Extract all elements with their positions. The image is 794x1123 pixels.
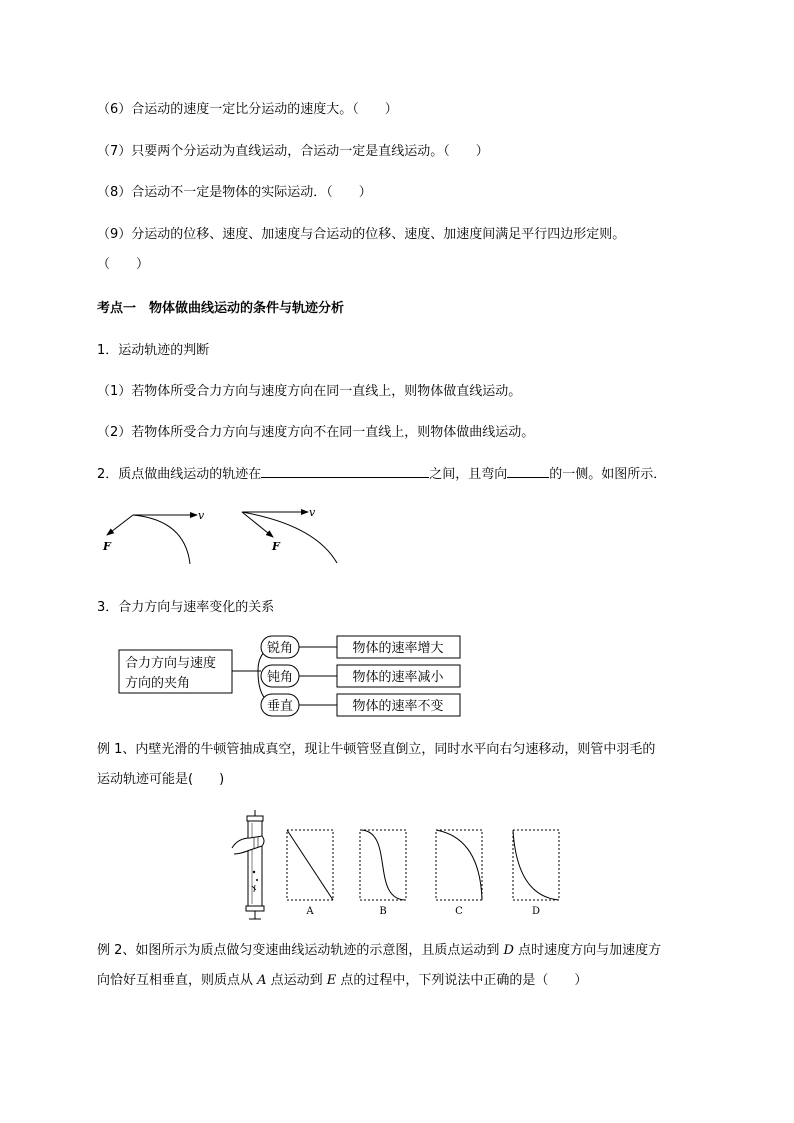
- example-2-line-1: [97, 942, 661, 960]
- tube-body: [248, 821, 262, 906]
- point-A-label: A: [257, 973, 267, 988]
- concept-map: [118, 633, 464, 718]
- option-A-label: A: [306, 906, 314, 917]
- example-2-text-d: 点运动到: [266, 973, 327, 988]
- velocity-label-1: v: [198, 509, 205, 522]
- trajectory-B: [360, 830, 406, 900]
- example-2-text-c: 向恰好互相垂直，则质点从: [97, 973, 258, 988]
- question-8: （8）合运动不一定是物体的实际运动．（ ）: [97, 185, 372, 200]
- angle-label-obtuse: 钝角: [266, 670, 294, 685]
- section-title: 考点一 物体做曲线运动的条件与轨迹分析: [97, 301, 345, 316]
- newton-tube-figure: [230, 808, 570, 923]
- root-text-2: 方向的夹角: [125, 676, 191, 691]
- trajectory-C: [436, 830, 482, 900]
- point-1-b: （2）若物体所受合力方向与速度方向不在同一直线上，则物体做曲线运动。: [97, 425, 535, 440]
- fill-blank-1: [261, 463, 429, 478]
- curve-diagram-1: [102, 509, 205, 564]
- point-1: 1．运动轨迹的判断: [97, 343, 210, 358]
- point-2-post: 的一侧。如图所示．: [549, 467, 667, 482]
- point-2-mid: 之间，且弯向: [429, 467, 508, 482]
- angle-label-perpendicular: 垂直: [266, 699, 294, 714]
- example-2-text-e: 点的过程中，下列说法中正确的是（ ）: [336, 973, 588, 988]
- point-1-a: （1）若物体所受合力方向与速度方向在同一直线上，则物体做直线运动。: [97, 384, 522, 399]
- example-2-text-a: 例 2、如图所示为质点做匀变速曲线运动轨迹的示意图，且质点运动到: [97, 943, 504, 958]
- example-1-line-1: 例 1、内壁光滑的牛顿管抽成真空，现让牛顿管竖直倒立，同时水平向右匀速移动，则管中羽毛的: [97, 742, 656, 757]
- option-B-panel: [360, 830, 406, 917]
- curve-force-figure: [90, 500, 350, 572]
- trajectory-curve-1: [133, 515, 190, 564]
- question-7: （7）只要两个分运动为直线运动，合运动一定是直线运动。（ ）: [97, 144, 489, 159]
- option-C-panel: [436, 830, 482, 917]
- point-2-pre: 2．质点做曲线运动的轨迹在: [97, 467, 262, 482]
- force-arrow-2: [242, 512, 273, 537]
- example-2-line-2: [97, 972, 587, 990]
- velocity-label-2: v: [309, 506, 316, 519]
- question-9-blank: （ ）: [97, 257, 150, 272]
- example-2-text-b: 点时速度方向与加速度方: [513, 943, 662, 958]
- point-E-label: E: [326, 973, 337, 988]
- point-3: 3．合力方向与速率变化的关系: [97, 600, 275, 615]
- feather: [253, 871, 255, 873]
- trajectory-curve-2: [242, 512, 337, 563]
- result-text-obtuse: 物体的速率减小: [352, 670, 444, 685]
- option-B-label: B: [379, 906, 387, 917]
- question-6: （6）合运动的速度一定比分运动的速度大。（ ）: [97, 102, 398, 117]
- point-2: [97, 463, 666, 484]
- root-text-1: 合力方向与速度: [125, 656, 217, 671]
- trajectory-D: [513, 830, 559, 900]
- force-arrow-1: [107, 515, 133, 535]
- option-D-panel: [513, 830, 559, 917]
- option-D-label: D: [531, 906, 541, 917]
- result-text-acute: 物体的速率增大: [352, 641, 444, 656]
- example-1-line-2: 运动轨迹可能是( ): [97, 772, 225, 787]
- question-9: （9）分运动的位移、速度、加速度与合运动的位移、速度、加速度间满足平行四边形定则。: [97, 227, 626, 242]
- curve-diagram-2: [242, 506, 337, 563]
- option-C-label: C: [455, 906, 463, 917]
- point-D-label: D: [503, 943, 514, 958]
- force-label-2: F: [272, 540, 280, 553]
- newton-tube-illustration: [232, 810, 264, 919]
- option-A-panel: [287, 830, 333, 917]
- trajectory-A: [287, 830, 333, 900]
- fill-blank-2: [507, 463, 549, 478]
- force-label-1: F: [103, 540, 111, 553]
- angle-label-acute: 锐角: [266, 641, 294, 656]
- result-text-perpendicular: 物体的速率不变: [352, 699, 444, 714]
